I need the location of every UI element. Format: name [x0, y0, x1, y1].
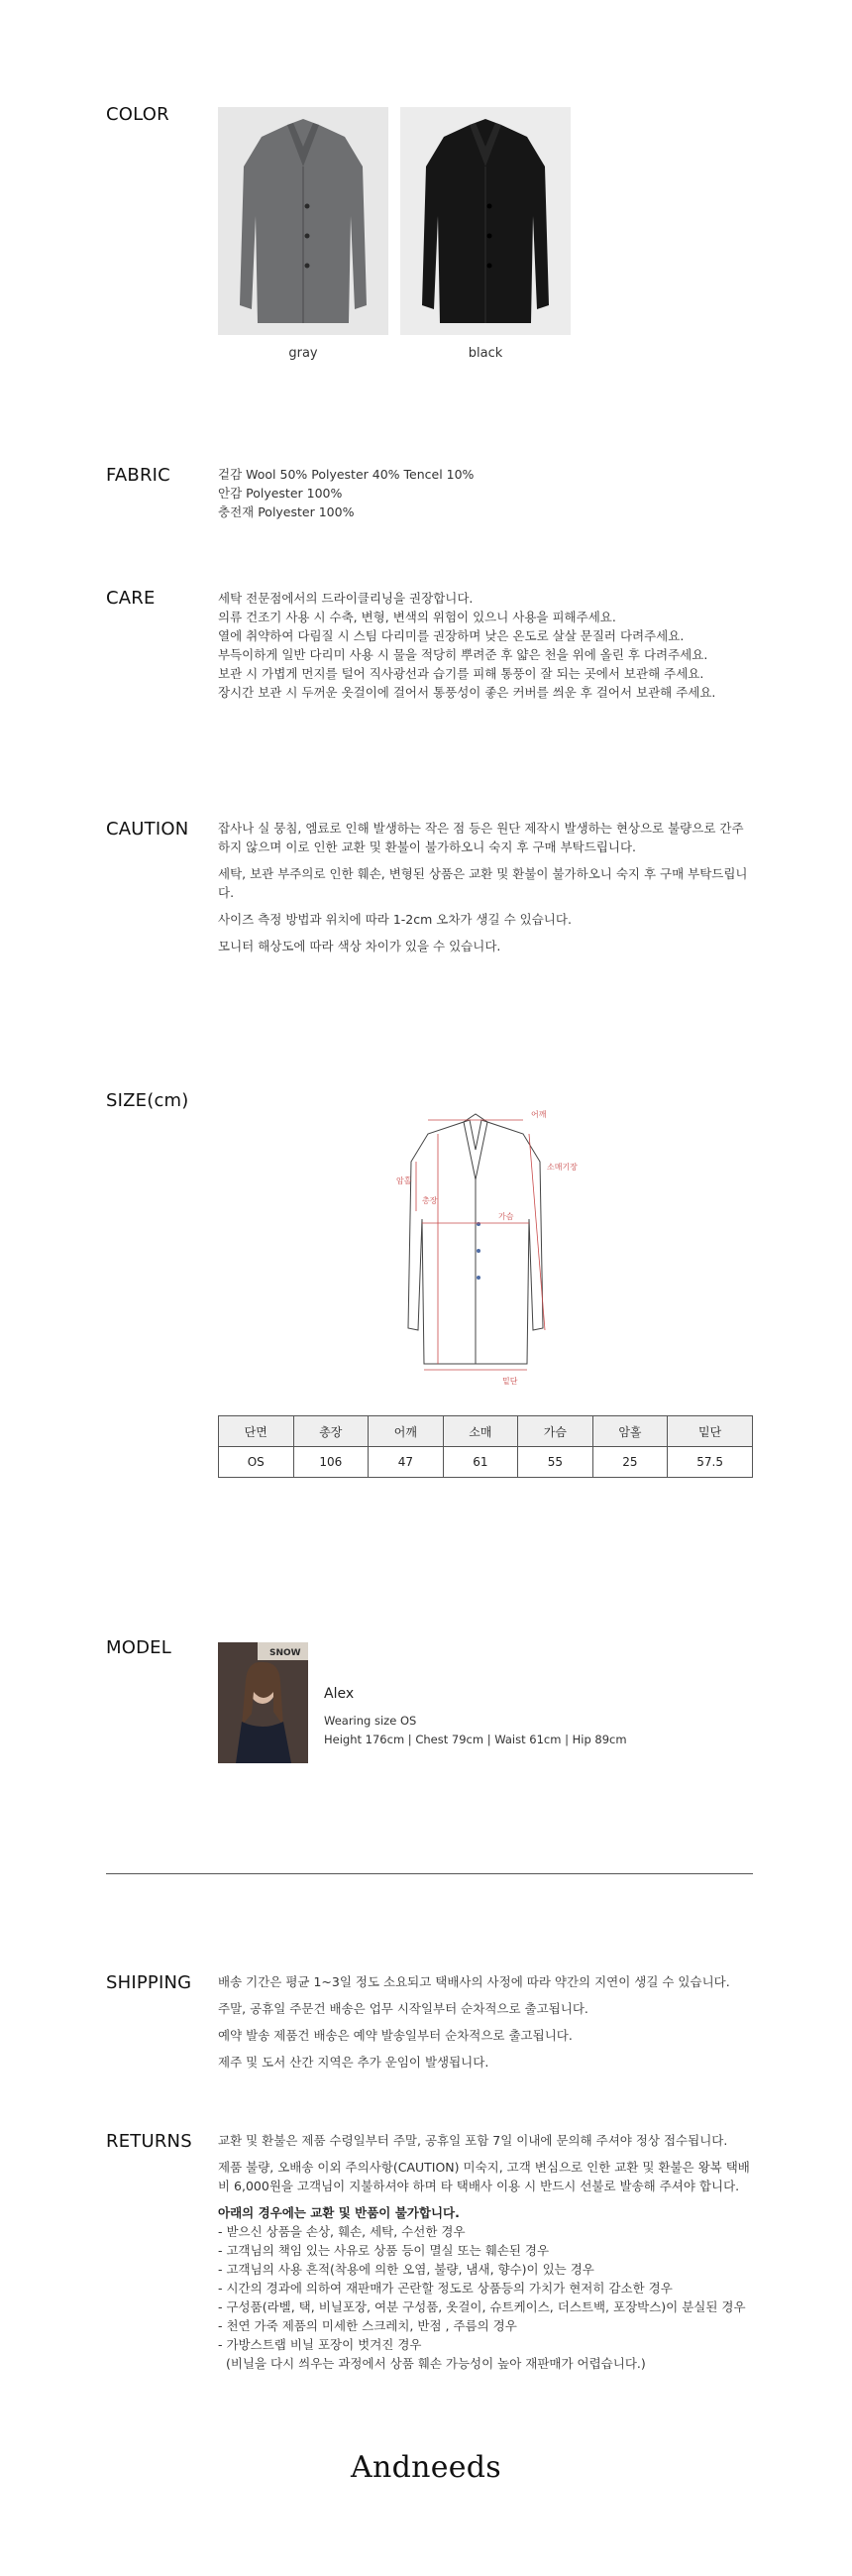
care-line: 세탁 전문점에서의 드라이클리닝을 권장합니다.: [218, 591, 474, 606]
fabric-line: 안감 Polyester 100%: [218, 486, 343, 501]
black-coat-button: [487, 234, 492, 239]
caution-paragraph: 잡사나 실 뭉침, 엠료로 인해 발생하는 작은 점 등은 원단 제작시 발생하는 현상으로 불량으로 간주하지 않으며 이로 인한 교환 및 환불이 불가하오니 숙지 후 구매 부탁드립니다.: [218, 821, 744, 854]
list-item: - 고객님의 책임 있는 사유로 상품 등이 멸실 또는 훼손된 경우: [218, 2243, 550, 2258]
coat-button: [477, 1249, 480, 1253]
care-line: 부득이하게 일반 다리미 사용 시 물을 적당히 뿌려준 후 얇은 천을 위에 올린 후 다려주세요.: [218, 647, 708, 662]
black-coat-button: [487, 264, 492, 269]
label-length: 총장: [422, 1196, 438, 1205]
shipping-paragraph: 주말, 공휴일 주문건 배송은 업무 시작일부터 순차적으로 출고됩니다.: [218, 2001, 588, 2016]
model-name: Alex: [324, 1686, 355, 1702]
size-diagram: [0, 1100, 852, 1398]
size-table-cell: 47: [369, 1447, 444, 1478]
label-armhole: 암홀: [396, 1176, 412, 1185]
size-heading: SIZE(cm): [106, 1090, 189, 1111]
table-row: [219, 1447, 753, 1478]
list-item: (비닐을 다시 씌우는 과정에서 상품 훼손 가능성이 높아 재판매가 어렵습니다.): [218, 2356, 646, 2371]
coat-button: [477, 1222, 480, 1226]
care-line: 장시간 보관 시 두꺼운 옷걸이에 걸어서 통풍성이 좋은 커버를 씌운 후 걸어서 보관해 주세요.: [218, 685, 716, 700]
fabric-heading: FABRIC: [106, 465, 170, 486]
fabric-line: 충전재 Polyester 100%: [218, 504, 355, 519]
gray-coat-button: [305, 234, 310, 239]
size-table-header: 소매: [443, 1416, 518, 1447]
size-table-cell: 57.5: [668, 1447, 753, 1478]
returns-heading: RETURNS: [106, 2131, 192, 2152]
label-sleeve: 소매기장: [547, 1163, 578, 1172]
shipping-text: [218, 1972, 753, 2072]
list-item: - 천연 가죽 제품의 미세한 스크레치, 반점 , 주름의 경우: [218, 2318, 517, 2333]
section-divider: [106, 1873, 753, 1874]
gray-label: gray: [288, 346, 318, 361]
returns-paragraph: 제품 불량, 오배송 이외 주의사항(CAUTION) 미숙지, 고객 변심으로 인한 교환 및 환불은 왕복 택배비 6,000원을 고객님이 지불하셔야 하며 타 택배사 이용 시 반드시 선불로 발송해 주셔야 합니다.: [218, 2160, 750, 2193]
size-table-cell: OS: [219, 1447, 294, 1478]
size-table-header: 어깨: [369, 1416, 444, 1447]
caution-paragraph: 모니터 해상도에 따라 색상 차이가 있을 수 있습니다.: [218, 939, 501, 953]
care-line: 열에 취약하여 다림질 시 스팀 다리미를 권장하며 낮은 온도로 살살 문질러 다려주세요.: [218, 628, 685, 643]
gray-coat-button: [305, 204, 310, 209]
model-heading: MODEL: [106, 1637, 171, 1658]
caution-text: [218, 819, 753, 955]
list-item: - 시간의 경과에 의하여 재판매가 곤란할 정도로 상품등의 가치가 현저히 감소한 경우: [218, 2281, 673, 2296]
black-coat-button: [487, 204, 492, 209]
list-item: - 고객님의 사용 흔적(착용에 의한 오염, 불량, 냄새, 향수)이 있는 경우: [218, 2262, 594, 2277]
black-coat-illustration: [400, 107, 571, 335]
model-photo-illustration: [218, 1642, 308, 1763]
list-item: - 구성품(라벨, 택, 비닐포장, 여분 구성품, 옷걸이, 슈트케이스, 더스트백, 포장박스)이 분실된 경우: [218, 2299, 746, 2314]
model-wearing-size: Wearing size OS: [324, 1714, 417, 1728]
returns-paragraph: 교환 및 환불은 제품 수령일부터 주말, 공휴일 포함 7일 이내에 문의해 주셔야 정상 접수됩니다.: [218, 2133, 728, 2148]
label-chest: 가슴: [498, 1212, 514, 1221]
size-table-header: 총장: [293, 1416, 369, 1447]
label-shoulder: 어깨: [531, 1110, 547, 1119]
size-table-header: 암홀: [592, 1416, 668, 1447]
care-text: [218, 589, 753, 702]
coat-button: [477, 1276, 480, 1280]
returns-not-allowed-title: 아래의 경우에는 교환 및 반품이 불가합니다.: [218, 2205, 460, 2220]
caution-paragraph: 사이즈 측정 방법과 위치에 따라 1-2cm 오차가 생길 수 있습니다.: [218, 912, 572, 927]
care-heading: CARE: [106, 588, 156, 609]
gray-coat-button: [305, 264, 310, 269]
list-item: - 받으신 상품을 손상, 훼손, 세탁, 수선한 경우: [218, 2224, 466, 2239]
sleeve-measure-line: [529, 1134, 545, 1330]
size-table-cell: 106: [293, 1447, 369, 1478]
care-line: 보관 시 가볍게 먼지를 털어 직사광선과 습기를 피해 통풍이 잘 되는 곳에서 보관해 주세요.: [218, 666, 704, 681]
black-label: black: [468, 346, 503, 361]
black-coat-image[interactable]: [400, 107, 571, 335]
label-hem: 밑단: [502, 1377, 518, 1386]
color-heading: COLOR: [106, 104, 169, 125]
coat-collar-outline: [464, 1120, 487, 1179]
shipping-paragraph: 배송 기간은 평균 1~3일 정도 소요되고 택배사의 사정에 따라 약간의 지연이 생길 수 있습니다.: [218, 1974, 730, 1989]
size-table-header: 밑단: [668, 1416, 753, 1447]
size-table-header: 단면: [219, 1416, 294, 1447]
size-table-header-row: [219, 1416, 753, 1447]
size-table-cell: 25: [592, 1447, 668, 1478]
care-line: 의류 건조기 사용 시 수축, 변형, 변색의 위험이 있으니 사용을 피해주세요.: [218, 610, 616, 624]
model-measurements: Height 176cm | Chest 79cm | Waist 61cm | Hip 89cm: [324, 1733, 627, 1746]
size-table-header: 가슴: [518, 1416, 593, 1447]
coat-size-diagram: [0, 1100, 852, 1398]
gray-coat-illustration: [218, 107, 388, 335]
shipping-paragraph: 제주 및 도서 산간 지역은 추가 운임이 발생됩니다.: [218, 2055, 489, 2070]
shipping-paragraph: 예약 발송 제품건 배송은 예약 발송일부터 순차적으로 출고됩니다.: [218, 2028, 573, 2043]
photo-sign-text: SNOW: [269, 1648, 301, 1658]
brand-logo: Andneeds: [350, 2450, 502, 2485]
gray-coat-image[interactable]: [218, 107, 388, 335]
fabric-line: 겉감 Wool 50% Polyester 40% Tencel 10%: [218, 467, 475, 482]
caution-heading: CAUTION: [106, 819, 189, 840]
size-table: [218, 1415, 753, 1478]
returns-not-allowed: [218, 2203, 753, 2373]
model-photo[interactable]: [218, 1642, 308, 1763]
size-table-cell: 61: [443, 1447, 518, 1478]
returns-text: [218, 2131, 753, 2373]
fabric-text: [218, 465, 753, 521]
shipping-heading: SHIPPING: [106, 1972, 192, 1993]
list-item: - 가방스트랩 비닐 포장이 벗겨진 경우: [218, 2337, 422, 2352]
caution-paragraph: 세탁, 보관 부주의로 인한 훼손, 변형된 상품은 교환 및 환불이 불가하오니 숙지 후 구매 부탁드립니다.: [218, 866, 748, 900]
size-table-cell: 55: [518, 1447, 593, 1478]
